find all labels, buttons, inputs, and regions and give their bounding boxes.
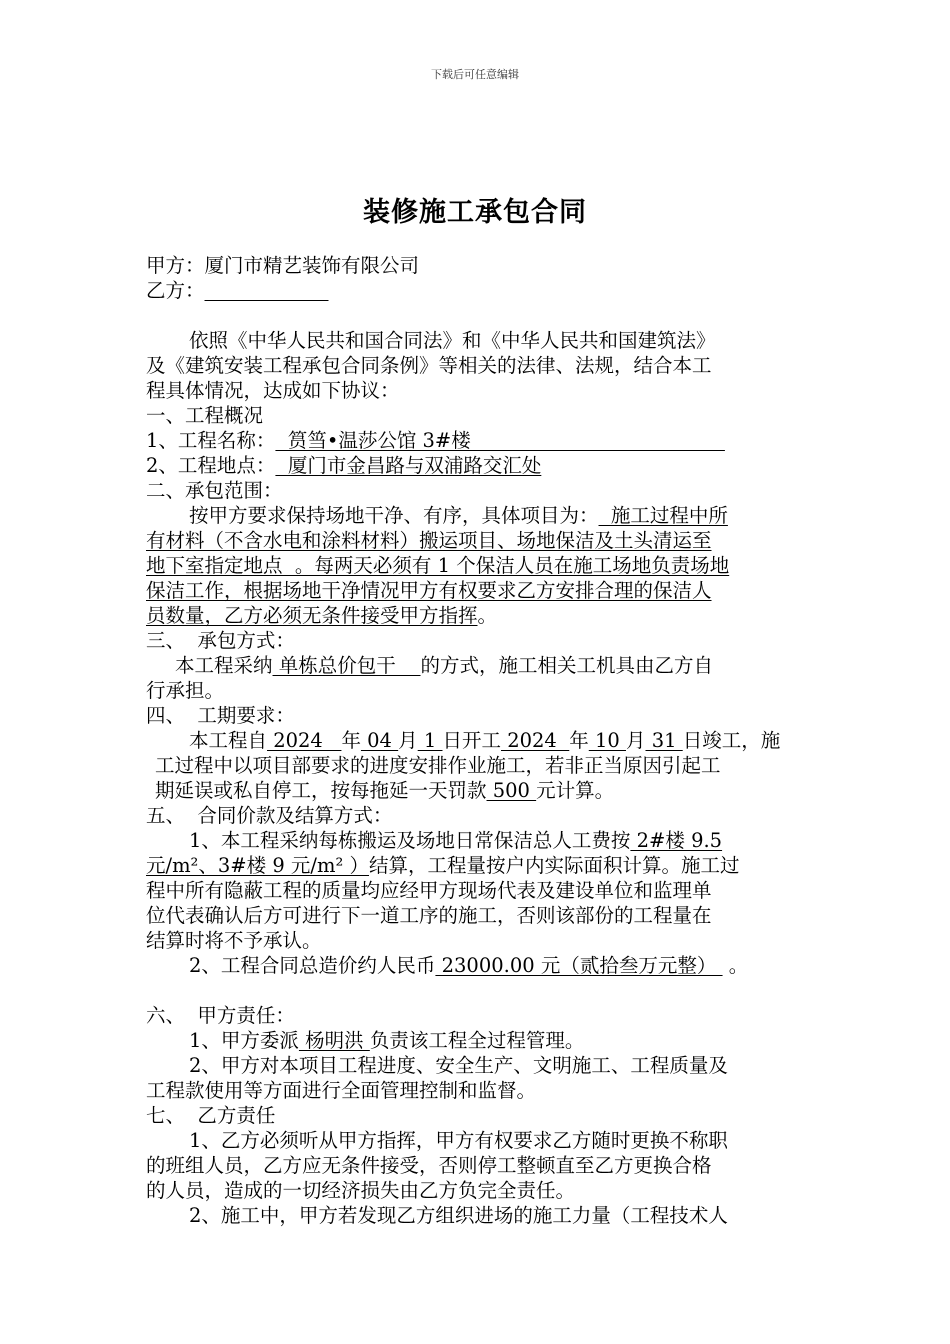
- scope-line-1: [146, 503, 806, 528]
- section-5-heading: 五、 合同价款及结算方式：: [146, 804, 393, 827]
- scope-line-5: [146, 603, 806, 628]
- contract-mode-line-2: 行承担。: [146, 679, 225, 702]
- section-4-heading: 四、 工期要求：: [146, 704, 295, 727]
- month-unit: 月: [398, 729, 418, 752]
- scope-line-2: [146, 528, 806, 553]
- party-a-duty-2: 2、甲方对本项目工程进度、安全生产、文明施工、工程质量及: [189, 1054, 728, 1077]
- party-b-duty-1: 1、乙方必须听从甲方指挥，甲方有权要求乙方随时更换不称职: [189, 1129, 728, 1152]
- intro-line-2: 及《建筑安装工程承包合同条例》等相关的法律、法规，结合本工: [146, 354, 712, 377]
- year-unit: 年: [569, 729, 589, 752]
- schedule-line-2: 工过程中以项目部要求的进度安排作业施工，若非正当原因引起工: [155, 754, 721, 777]
- page-header-note: 下载后可任意编辑: [431, 68, 519, 81]
- party-a-duty-3: 工程款使用等方面进行全面管理控制和监督。: [146, 1079, 537, 1102]
- intro-line-3: 程具体情况，达成如下协议：: [146, 379, 400, 402]
- duty-pre: 1、甲方委派: [189, 1029, 299, 1052]
- scope-underlined: 保洁工作，根据场地干净情况甲方有权要求乙方安排合理的保洁人: [146, 579, 712, 602]
- month-unit: 月: [625, 729, 646, 752]
- party-a-duty-1: [146, 1028, 806, 1053]
- project-site-value: 厦门市金昌路与双浦路交汇处: [275, 454, 542, 477]
- project-name-label: 1、工程名称：: [146, 429, 276, 452]
- total-post: 。: [722, 954, 749, 977]
- intro-line-1: 依照《中华人民共和国合同法》和《中华人民共和国建筑法》: [189, 329, 716, 352]
- scope-text: 按甲方要求保持场地干净、有序，具体项目为：: [189, 504, 599, 527]
- price-rate: 元/m²、3#楼 9 元/m² ）: [146, 854, 370, 877]
- start-text: 日开工: [442, 729, 502, 752]
- project-site: [146, 453, 806, 478]
- mode-post: 的方式，施工相关工机具由乙方自: [420, 654, 714, 677]
- party-a: 甲方：厦门市精艺装饰有限公司: [146, 254, 420, 277]
- price-line-2: [146, 853, 806, 878]
- start-day: 1: [417, 729, 443, 752]
- scope-underlined: 有材料（不含水电和涂料材料）搬运项目、场地保洁及土头清运至: [146, 529, 712, 552]
- total-price-line: [146, 953, 806, 978]
- start-month: 04: [360, 729, 399, 752]
- schedule-line-1: [146, 728, 806, 753]
- manager-name: 杨明洪: [298, 1029, 370, 1052]
- price-line-5: 结算时将不予承认。: [146, 929, 322, 952]
- scope-tail: 。: [477, 604, 498, 627]
- schedule-pre: 本工程自: [189, 729, 268, 752]
- section-7-heading: 七、 乙方责任: [146, 1104, 276, 1127]
- price-line-4: 位代表确认后方可进行下一道工序的施工，否则该部份的工程量在: [146, 904, 712, 927]
- section-2-heading: 二、承包范围：: [146, 479, 283, 502]
- end-text: 日竣工，施: [682, 729, 781, 752]
- party-b-duty-4: 2、施工中，甲方若发现乙方组织进场的施工力量（工程技术人: [189, 1204, 728, 1227]
- end-day: 31: [645, 729, 683, 752]
- party-b-duty-2: 的班组人员，乙方应无条件接受，否则停工整顿直至乙方更换合格: [146, 1154, 712, 1177]
- penalty-pre: 期延误或私自停工，按每拖延一天罚款: [155, 779, 487, 802]
- scope-line-3: [146, 553, 806, 578]
- penalty-post: 元计算。: [536, 779, 615, 802]
- penalty-amount: 500: [486, 779, 537, 802]
- price-line-1: [146, 828, 806, 853]
- party-b: [146, 278, 806, 303]
- contract-body: [146, 253, 806, 1228]
- section-3-heading: 三、 承包方式：: [146, 629, 295, 652]
- start-year: 2024: [267, 729, 342, 752]
- duty-post: 负责该工程全过程管理。: [369, 1029, 585, 1052]
- party-b-blank: [205, 279, 329, 302]
- total-pre: 2、工程合同总造价约人民币: [189, 954, 436, 977]
- price-rate: 2#楼 9.5: [630, 829, 723, 852]
- project-name: [146, 428, 806, 453]
- project-name-value: 筼筜•温莎公馆 3#楼: [275, 429, 725, 452]
- party-b-label: 乙方：: [146, 279, 205, 302]
- year-unit: 年: [341, 729, 361, 752]
- price-pre: 1、本工程采纳每栋搬运及场地日常保洁总人工费按: [189, 829, 631, 852]
- scope-underlined: 施工过程中所: [598, 504, 728, 527]
- price-post: 结算，工程量按户内实际面积计算。施工过: [369, 854, 740, 877]
- end-year: 2024: [501, 729, 570, 752]
- end-month: 10: [588, 729, 626, 752]
- scope-underlined: 地下室指定地点 。每两天必须有 1 个保洁人员在施工场地负责场地: [146, 554, 730, 577]
- contract-mode-line-1: [146, 653, 806, 678]
- scope-underlined: 员数量，乙方必须无条件接受甲方指挥: [146, 604, 478, 627]
- mode-pre: 本工程采纳: [175, 654, 273, 677]
- section-1-heading: 一、工程概况: [146, 404, 264, 427]
- schedule-line-3: [146, 778, 806, 803]
- total-amount: 23000.00 元（贰拾叁万元整）: [435, 954, 723, 977]
- mode-value: 单栋总价包干: [272, 654, 421, 677]
- project-site-label: 2、工程地点：: [146, 454, 276, 477]
- section-6-heading: 六、 甲方责任：: [146, 1004, 295, 1027]
- party-b-duty-3: 的人员，造成的一切经济损失由乙方负完全责任。: [146, 1179, 576, 1202]
- scope-line-4: [146, 578, 806, 603]
- price-line-3: 程中所有隐蔽工程的质量均应经甲方现场代表及建设单位和监理单: [146, 879, 712, 902]
- document-title: 装修施工承包合同: [363, 197, 587, 228]
